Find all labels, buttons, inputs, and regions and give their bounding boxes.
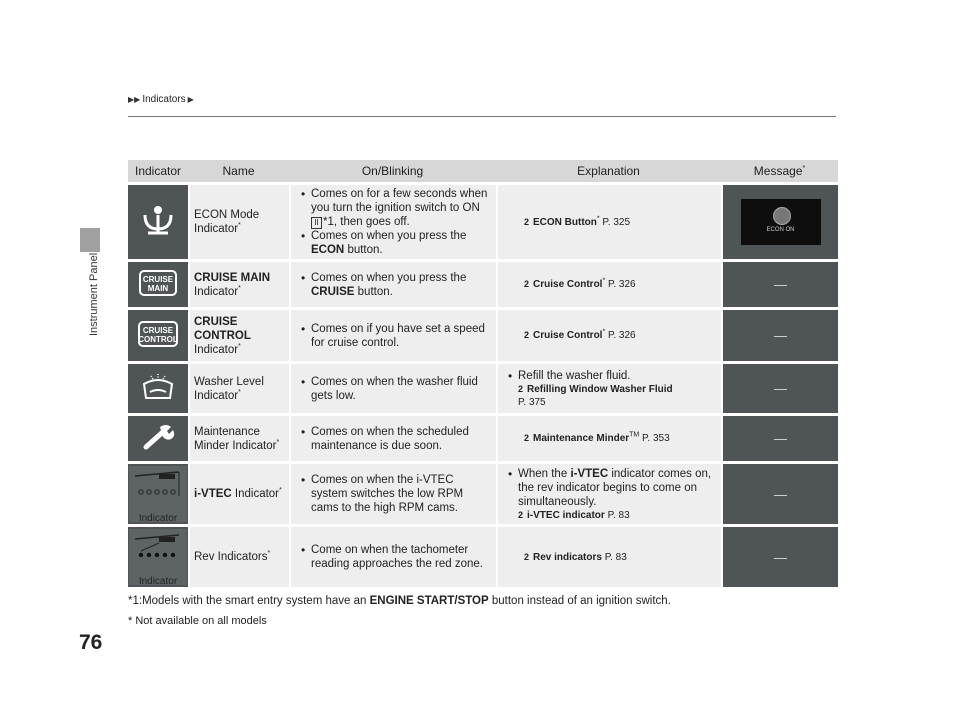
table-row	[128, 364, 838, 413]
on-blinking-cell: • Comes on for a few seconds when you turn the ignition switch to ON II *1, then goes off. • Comes on when you press the ECON button.	[289, 185, 496, 259]
on-blinking-cell: • Comes on when you press the CRUISE button.	[289, 262, 496, 307]
reference-link[interactable]: i-VTEC indicator	[527, 509, 605, 521]
message-cell: —	[721, 364, 838, 413]
on-blinking-cell: • Comes on if you have set a speed for cruise control.	[289, 310, 496, 361]
econ-indicator-icon	[773, 207, 791, 225]
name-cell: Maintenance Minder Indicator*	[188, 416, 289, 461]
econ-mode-icon	[128, 185, 188, 259]
reference-arrow-icon: 2	[518, 509, 524, 520]
washer-level-icon	[128, 364, 188, 413]
table-row	[128, 262, 838, 307]
reference-arrow-icon: 2	[524, 330, 530, 340]
on-blinking-cell: • Comes on when the washer fluid gets low.	[289, 364, 496, 413]
explanation-cell: • Refill the washer fluid. 2 Refilling Window Washer Fluid P. 375	[496, 364, 721, 413]
message-cell: —	[721, 310, 838, 361]
reference-arrow-icon: 2	[524, 433, 530, 443]
section-label: Instrument Panel	[88, 252, 100, 336]
econ-message-display: ECON ON	[741, 199, 821, 245]
page-number: 76	[79, 631, 103, 654]
table-header-row	[128, 160, 838, 182]
reference-arrow-icon: 2	[524, 551, 530, 562]
svg-text:MAIN: MAIN	[147, 284, 169, 293]
cruise-main-icon	[128, 262, 188, 307]
svg-text:CONTROL: CONTROL	[138, 335, 178, 344]
column-header: Name	[188, 160, 289, 182]
column-header: Explanation	[496, 160, 721, 182]
name-cell: ECON Mode Indicator*	[188, 185, 289, 259]
breadcrumb-arrow-icon: ▶	[187, 95, 194, 104]
footnote-availability: * Not available on all models	[128, 615, 267, 627]
svg-text:CRUISE: CRUISE	[142, 326, 174, 335]
column-header: On/Blinking	[289, 160, 496, 182]
message-cell: —	[721, 416, 838, 461]
reference-arrow-icon: 2	[524, 279, 530, 289]
message-cell	[721, 185, 838, 259]
on-blinking-cell: • Comes on when the scheduled maintenance is due soon.	[289, 416, 496, 461]
header-rule	[128, 116, 836, 117]
explanation-cell: 2 Maintenance Minder™ P. 353	[496, 416, 721, 461]
svg-text:CRUISE: CRUISE	[142, 275, 174, 284]
footnote-ignition: *1:Models with the smart entry system have an ENGINE START/STOP button instead of an ignition switch.	[128, 595, 671, 607]
reference-link[interactable]: Cruise Control	[533, 330, 603, 341]
reference-arrow-icon: 2	[518, 383, 524, 394]
name-cell: Rev Indicators*	[188, 527, 289, 587]
reference-link[interactable]: ECON Button	[533, 216, 597, 228]
message-cell: —	[721, 527, 838, 587]
breadcrumb-item[interactable]: Indicators	[142, 94, 186, 105]
reference-arrow-icon: 2	[524, 216, 530, 227]
rev-indicators-icon	[128, 527, 188, 587]
column-header: Indicator	[128, 160, 188, 182]
message-cell: —	[721, 262, 838, 307]
name-cell: CRUISE CONTROL Indicator*	[188, 310, 289, 361]
explanation-cell: 2 Rev indicators P. 83	[496, 527, 721, 587]
explanation-cell: 2 ECON Button* P. 325	[496, 185, 721, 259]
indicator-caption: Indicator	[138, 513, 178, 524]
on-blinking-cell: • Come on when the tachometer reading approaches the red zone.	[289, 527, 496, 587]
reference-link[interactable]: Rev indicators	[533, 551, 602, 563]
breadcrumb	[128, 94, 194, 105]
explanation-cell: 2 Cruise Control* P. 326	[496, 262, 721, 307]
indicator-caption: Indicator	[138, 576, 178, 587]
reference-link[interactable]: Cruise Control	[533, 279, 603, 290]
name-cell: i-VTEC Indicator*	[188, 464, 289, 524]
table-row	[128, 527, 838, 587]
reference-link[interactable]: Maintenance Minder	[533, 433, 630, 444]
column-header: Message*	[721, 160, 838, 182]
name-cell: Washer Level Indicator*	[188, 364, 289, 413]
table-row	[128, 185, 838, 259]
table-row	[128, 464, 838, 524]
table-row	[128, 310, 838, 361]
name-cell: CRUISE MAIN Indicator*	[188, 262, 289, 307]
wrench-icon	[128, 416, 188, 461]
ivtec-icon	[128, 464, 188, 524]
table-row	[128, 416, 838, 461]
explanation-cell: 2 Cruise Control* P. 326	[496, 310, 721, 361]
ignition-key-icon: II	[311, 217, 322, 229]
indicator-table	[128, 157, 838, 590]
breadcrumb-arrow-icon: ▶▶	[128, 95, 141, 104]
cruise-control-icon	[128, 310, 188, 361]
explanation-cell: • When the i-VTEC indicator comes on, the rev indicator begins to come on simultaneously. 2 i-VTEC indicator P. 83	[496, 464, 721, 524]
message-cell: —	[721, 464, 838, 524]
reference-link[interactable]: Refilling Window Washer Fluid	[527, 383, 673, 395]
on-blinking-cell: • Comes on when the i-VTEC system switches the low RPM cams to the high RPM cams.	[289, 464, 496, 524]
